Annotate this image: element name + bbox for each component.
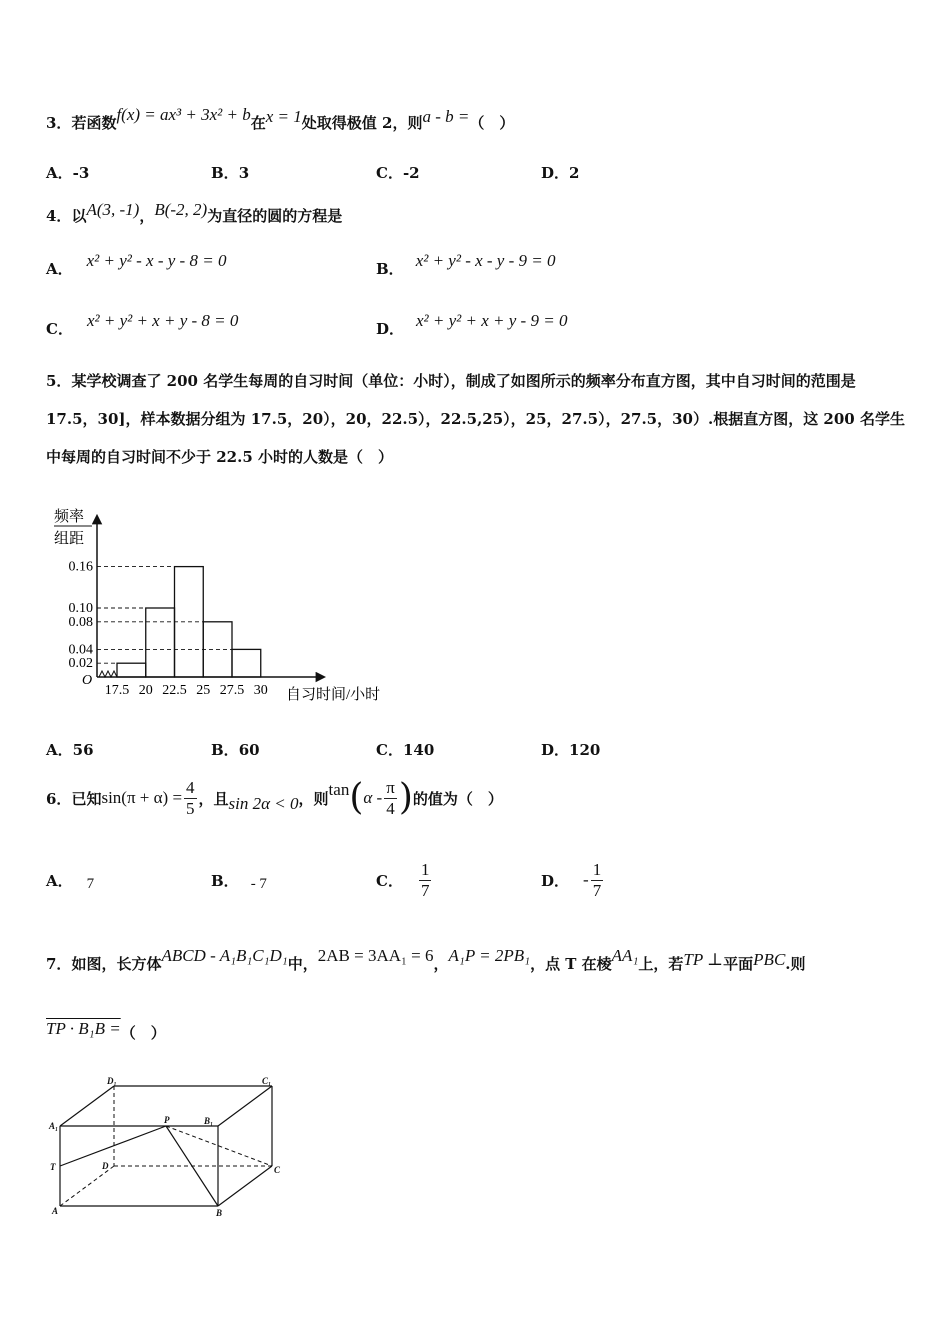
fraction-numerator: 1 — [420, 859, 430, 879]
fraction-numerator: π — [386, 777, 395, 797]
q5-option-d[interactable] — [541, 739, 600, 760]
option-value: x² + y² - x - y - 8 = 0 — [86, 251, 227, 270]
edge-d1-a1 — [60, 1086, 114, 1126]
q6-text: 已知 — [71, 789, 102, 808]
option-label: C． — [46, 320, 73, 338]
label-c: C — [274, 1165, 281, 1175]
label-d1: D₁ — [107, 1076, 117, 1086]
q6-stem — [46, 772, 503, 824]
histogram-bar — [117, 663, 146, 677]
y-tick-labels — [69, 560, 94, 672]
y-tick-label: 0.16 — [68, 559, 93, 575]
option-value: 60 — [238, 741, 260, 759]
label-t: T — [50, 1162, 56, 1172]
right-paren: ) — [398, 777, 413, 818]
x-tick-label: 17.5 — [104, 683, 130, 698]
option-label: D． — [541, 164, 570, 182]
y-axis-label-top: 频率 — [54, 509, 85, 525]
q7-text: 中， — [287, 955, 318, 973]
q6-text: 的值为（ ） — [412, 789, 503, 808]
q6-pi-fraction — [384, 778, 397, 819]
segment-t-p — [60, 1126, 166, 1166]
q6-option-d[interactable] — [541, 856, 605, 904]
q7-stem-line2 — [46, 1019, 166, 1043]
question-number: 6． — [46, 789, 72, 808]
label-b1: B₁ — [204, 1116, 214, 1126]
question-number: 5． — [46, 372, 72, 390]
q5-option-a[interactable] — [46, 739, 94, 760]
q6-condition: sin 2α < 0 — [228, 794, 299, 813]
q4-option-a[interactable] — [46, 251, 227, 279]
option-value: 120 — [569, 741, 601, 759]
question-number: 7． — [46, 955, 72, 973]
edge-b-c — [218, 1166, 272, 1206]
fraction-denominator: 4 — [386, 798, 395, 818]
option-value: x² + y² + x + y - 8 = 0 — [86, 311, 239, 330]
q7-stem — [46, 946, 806, 974]
hidden-segment-p-c — [166, 1126, 272, 1166]
question-number: 4． — [46, 207, 72, 225]
option-fraction — [419, 860, 432, 901]
q7-text: .则 — [785, 955, 806, 973]
y-axis-label-bottom: 组距 — [54, 531, 85, 547]
q7-text: 如图，长方体 — [71, 955, 162, 973]
q6-lhs: sin(π + α) = — [101, 788, 183, 807]
x-tick-label: 25 — [196, 683, 211, 698]
q5-option-c[interactable] — [376, 739, 434, 760]
q4-point-b: B(-2, 2) — [154, 200, 208, 219]
q7-text: 平面 — [723, 955, 754, 973]
q4-text: 为直径的圆的方程是 — [207, 207, 343, 225]
option-label: A． — [46, 260, 73, 278]
q3-stem — [46, 105, 515, 133]
fraction-numerator: 4 — [186, 777, 195, 797]
q5-option-b[interactable] — [211, 739, 260, 760]
q3-option-a[interactable] — [46, 162, 89, 183]
x-tick-label: 30 — [253, 683, 268, 698]
q5-stem — [46, 362, 906, 476]
x-tick-label: 20 — [138, 683, 153, 698]
q7-dot-product: TP · B₁B = — [46, 1019, 121, 1038]
q7-separator: ， — [433, 955, 449, 973]
q7-edge: AA₁ — [611, 946, 639, 965]
question-number: 3． — [46, 114, 72, 132]
option-value: 56 — [72, 741, 94, 759]
option-label: C． — [376, 741, 403, 759]
option-label: B． — [211, 871, 239, 890]
histogram-bar — [232, 649, 261, 677]
edge-b1-c1 — [218, 1086, 272, 1126]
axis-break-icon — [99, 671, 117, 677]
cuboid-figure — [40, 1070, 300, 1220]
q6-option-b[interactable] — [211, 856, 267, 904]
option-sign: - — [583, 870, 589, 889]
q7-plane: PBC — [753, 950, 786, 969]
q4-option-c[interactable] — [46, 311, 239, 339]
q3-option-d[interactable] — [541, 162, 579, 183]
option-label: D． — [541, 871, 570, 890]
q4-separator: ， — [139, 207, 155, 225]
q3-function-formula: f(x) = ax³ + 3x² + b — [116, 105, 251, 124]
q4-option-b[interactable] — [376, 251, 556, 279]
x-axis-label: 自习时间/小时 — [286, 687, 381, 703]
label-a: A — [52, 1206, 59, 1216]
origin-label: O — [82, 673, 93, 688]
label-b: B — [216, 1208, 223, 1218]
fraction-denominator: 5 — [186, 798, 195, 818]
q6-text: ，且 — [198, 789, 229, 808]
histogram-bar — [146, 608, 175, 677]
option-label: C． — [376, 164, 403, 182]
y-tick-label: 0.04 — [68, 642, 93, 658]
q6-text: ，则 — [298, 789, 329, 808]
option-label: A． — [46, 164, 73, 182]
q7-text: 上，若 — [638, 955, 684, 973]
option-label: A． — [46, 741, 73, 759]
q3-text: 若函数 — [71, 114, 117, 132]
chart-dashed-guides — [97, 567, 232, 664]
option-label: B． — [211, 164, 239, 182]
option-label: D． — [541, 741, 570, 759]
q5-text: 某学校调查了 200 名学生每周的自习时间（单位：小时），制成了如图所示的频率分布直方图，其中自习时间的范围是 17.5，30]，样本数据分组为 17.5，20），20，22.5），22.5,25），25，27.5），27.5，30）.根据直方图，这 200 名学生中每周的自习时间不少于 22.5 小时的人数是（ ） — [46, 372, 905, 466]
option-label: B． — [376, 260, 404, 278]
option-value: 2 — [569, 164, 580, 182]
q4-text: 以 — [71, 207, 87, 225]
y-tick-label: 0.08 — [68, 614, 93, 630]
option-value: x² + y² + x + y - 9 = 0 — [416, 311, 568, 330]
frequency-histogram — [40, 500, 420, 720]
label-a1: A₁ — [49, 1121, 59, 1131]
q4-stem — [46, 200, 343, 226]
option-label: B． — [211, 741, 239, 759]
answer-blank: （ ） — [469, 114, 515, 132]
label-c1: C₁ — [262, 1076, 272, 1086]
q6-inner-expression: α - — [363, 788, 383, 807]
option-value: -2 — [402, 164, 420, 182]
option-fraction — [591, 860, 604, 901]
q3-condition: x = 1 — [265, 107, 302, 126]
q6-tan: tan — [328, 780, 350, 799]
q3-option-c[interactable] — [376, 162, 420, 183]
option-label: C． — [376, 871, 403, 890]
option-label: D． — [376, 320, 405, 338]
q7-equation-1: 2AB = 3AA₁ = 6 — [317, 946, 434, 965]
left-paren: ( — [349, 777, 364, 818]
q7-equation-2: A₁P = 2PB₁ — [448, 946, 531, 965]
option-value: - 7 — [250, 875, 267, 892]
x-tick-labels — [105, 683, 268, 698]
option-value: -3 — [72, 164, 90, 182]
q3-expression: a - b = — [422, 107, 470, 126]
answer-blank: （ ） — [120, 1024, 166, 1042]
label-d: D — [102, 1161, 109, 1171]
x-tick-label: 22.5 — [162, 683, 187, 698]
label-p: P — [164, 1115, 170, 1125]
q6-option-a[interactable] — [46, 856, 94, 904]
q3-text: 在 — [250, 114, 266, 132]
y-tick-label: 0.02 — [68, 656, 93, 672]
y-tick-label: 0.10 — [68, 601, 93, 616]
q6-fraction — [184, 778, 197, 819]
fraction-numerator: 1 — [592, 859, 602, 879]
q3-text: 处取得极值 2，则 — [301, 114, 423, 132]
q4-option-d[interactable] — [376, 311, 568, 339]
fraction-denominator: 7 — [592, 880, 602, 900]
q4-point-a: A(3, -1) — [86, 200, 140, 219]
x-tick-label: 27.5 — [219, 683, 245, 698]
option-value: 3 — [238, 164, 250, 182]
q3-option-b[interactable] — [211, 162, 249, 183]
hidden-edge-a-d — [60, 1166, 114, 1206]
q7-perpendicular: TP ⊥ — [683, 950, 724, 969]
option-value: 140 — [402, 741, 435, 759]
option-label: A． — [46, 871, 73, 890]
option-value: x² + y² - x - y - 9 = 0 — [415, 251, 556, 270]
q7-text: ，点 T 在棱 — [530, 955, 612, 973]
q7-solid: ABCD - A₁B₁C₁D₁ — [161, 946, 288, 965]
option-value: 7 — [86, 875, 95, 892]
q6-option-c[interactable] — [376, 856, 433, 904]
fraction-denominator: 7 — [420, 880, 430, 900]
